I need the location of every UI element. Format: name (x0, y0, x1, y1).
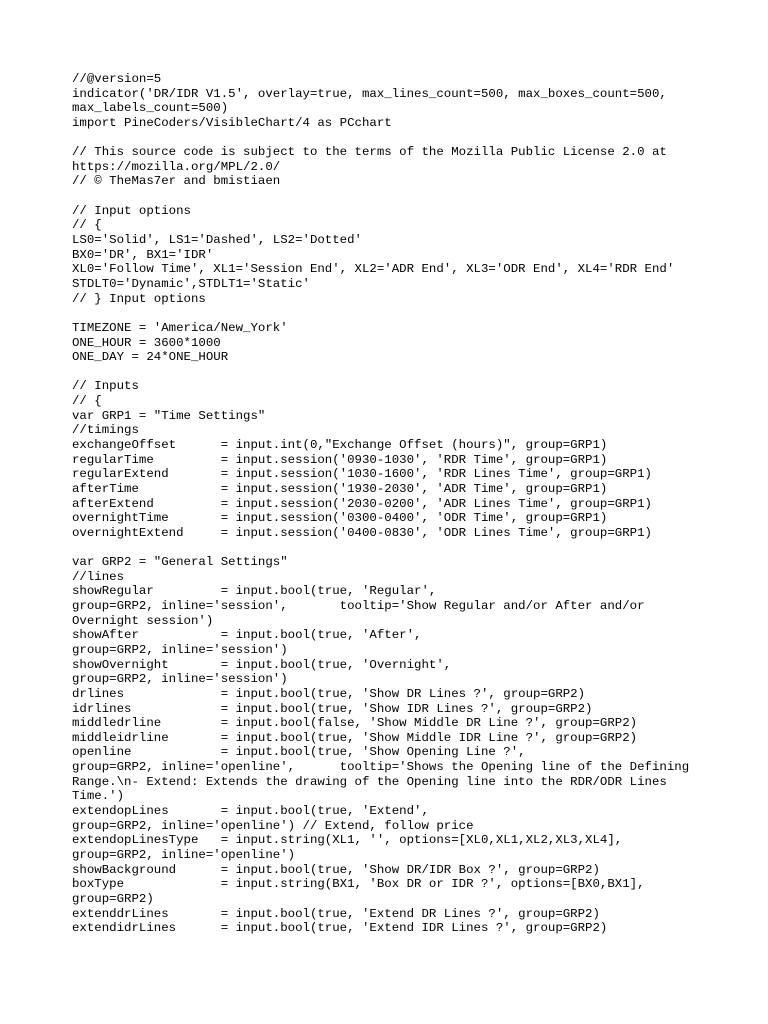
code-line: //lines (72, 569, 125, 584)
code-line: extendopLinesType = input.string(XL1, '', options=[XL0,XL1,XL2,XL3,XL4], (72, 833, 623, 848)
code-line: https://mozilla.org/MPL/2.0/ (72, 159, 281, 174)
code-line: var GRP1 = "Time Settings" (72, 408, 266, 423)
code-line: boxType = input.string(BX1, 'Box DR or IDR ?', options=[BX0,BX1], (72, 877, 645, 892)
code-line: XL0='Follow Time', XL1='Session End', XL2='ADR End', XL3='ODR End', XL4='RDR End' (72, 262, 675, 277)
code-line: max_labels_count=500) (72, 101, 229, 116)
code-line: ONE_DAY = 24*ONE_HOUR (72, 350, 229, 365)
code-line: //timings (72, 423, 139, 438)
code-line: var GRP2 = "General Settings" (72, 555, 288, 570)
code-line: Overnight session') (72, 613, 214, 628)
code-line: TIMEZONE = 'America/New_York' (72, 320, 288, 335)
code-line: // { (72, 218, 102, 233)
code-line: openline = input.bool(true, 'Show Opening Line ?', (72, 745, 526, 760)
code-line: // This source code is subject to the terms of the Mozilla Public License 2.0 at (72, 145, 667, 160)
code-line: regularExtend = input.session('1030-1600', 'RDR Lines Time', group=GRP1) (72, 467, 652, 482)
code-line: Range.\n- Extend: Extends the drawing of the Opening line into the RDR/ODR Lines (72, 774, 667, 789)
code-line: regularTime = input.session('0930-1030', 'RDR Time', group=GRP1) (72, 452, 608, 467)
code-line: STDLT0='Dynamic',STDLT1='Static' (72, 276, 310, 291)
code-line: afterTime = input.session('1930-2030', 'ADR Time', group=GRP1) (72, 481, 608, 496)
code-line (72, 306, 732, 321)
code-line: group=GRP2, inline='session', tooltip='Show Regular and/or After and/or (72, 599, 645, 614)
code-line (72, 189, 732, 204)
code-line: group=GRP2, inline='openline', tooltip='Shows the Opening line of the Defining (72, 760, 690, 775)
code-line: group=GRP2, inline='openline') // Extend, follow price (72, 818, 474, 833)
code-line: middledrline = input.bool(false, 'Show Middle DR Line ?', group=GRP2) (72, 716, 638, 731)
code-line: // } Input options (72, 291, 206, 306)
code-line: showRegular = input.bool(true, 'Regular', (72, 584, 437, 599)
code-line: exchangeOffset = input.int(0,"Exchange Offset (hours)", group=GRP1) (72, 438, 608, 453)
code-line: group=GRP2, inline='session') (72, 672, 288, 687)
code-line: // Input options (72, 203, 191, 218)
code-line: middleidrline = input.bool(true, 'Show Middle IDR Line ?', group=GRP2) (72, 730, 638, 745)
code-line: showOvernight = input.bool(true, 'Overnight', (72, 657, 452, 672)
code-line: // © TheMas7er and bmistiaen (72, 174, 281, 189)
code-line (72, 541, 732, 556)
code-line: group=GRP2, inline='openline') (72, 847, 296, 862)
code-line: BX0='DR', BX1='IDR' (72, 247, 214, 262)
code-line: afterExtend = input.session('2030-0200', 'ADR Lines Time', group=GRP1) (72, 496, 652, 511)
code-line: extenddrLines = input.bool(true, 'Extend DR Lines ?', group=GRP2) (72, 906, 600, 921)
code-line: overnightExtend = input.session('0400-0830', 'ODR Lines Time', group=GRP1) (72, 525, 652, 540)
code-line: showAfter = input.bool(true, 'After', (72, 628, 422, 643)
code-line: group=GRP2) (72, 891, 154, 906)
code-line: extendidrLines = input.bool(true, 'Extend IDR Lines ?', group=GRP2) (72, 921, 608, 936)
code-line: LS0='Solid', LS1='Dashed', LS2='Dotted' (72, 233, 362, 248)
code-line: import PineCoders/VisibleChart/4 as PCchart (72, 115, 392, 130)
code-line (72, 131, 732, 146)
code-line: ONE_HOUR = 3600*1000 (72, 335, 221, 350)
code-document (72, 72, 732, 936)
code-line: showBackground = input.bool(true, 'Show DR/IDR Box ?', group=GRP2) (72, 862, 600, 877)
code-line (72, 365, 732, 380)
code-line: indicator('DR/IDR V1.5', overlay=true, max_lines_count=500, max_boxes_count=500, (72, 86, 667, 101)
code-line: overnightTime = input.session('0300-0400', 'ODR Time', group=GRP1) (72, 511, 608, 526)
code-line: group=GRP2, inline='session') (72, 642, 288, 657)
code-line: Time.') (72, 789, 125, 804)
code-line: idrlines = input.bool(true, 'Show IDR Lines ?', group=GRP2) (72, 701, 593, 716)
code-line: extendopLines = input.bool(true, 'Extend', (72, 804, 429, 819)
code-line: //@version=5 (72, 72, 162, 86)
code-line: // { (72, 394, 102, 409)
code-line: // Inputs (72, 379, 139, 394)
code-line: drlines = input.bool(true, 'Show DR Lines ?', group=GRP2) (72, 686, 586, 701)
